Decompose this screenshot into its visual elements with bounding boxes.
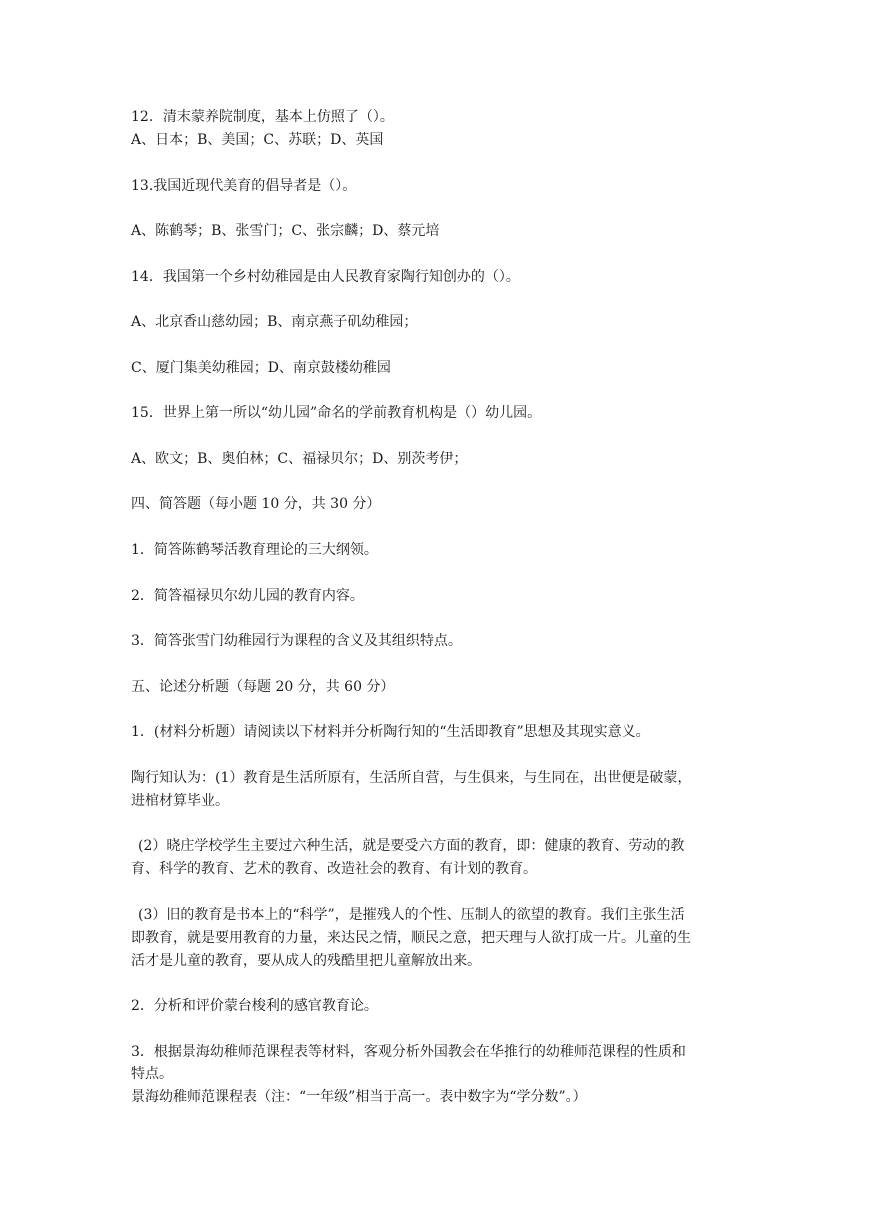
question-15: 15．世界上第一所以“幼儿园”命名的学前教育机构是（）幼儿园。 [131,405,542,421]
question-14-options-c-d: C、厦门集美幼稚园；D、南京鼓楼幼稚园 [131,360,391,376]
material-paragraph-3-line-2: 即教育，就是要用教育的力量，来达民之情，顺民之意，把天理与人欲打成一片。儿童的生 [131,930,691,946]
material-paragraph-2-line-1: (2）晓庄学校学生主要过六种生活，就是要受六方面的教育，即：健康的教育、劳动的教 [138,838,685,854]
essay-3-line-1: 3．根据景海幼稚师范课程表等材料，客观分析外国教会在华推行的幼稚师范课程的性质和 [131,1044,686,1060]
material-paragraph-2-line-2: 育、科学的教育、艺术的教育、改造社会的教育、有计划的教育。 [131,861,537,877]
short-answer-2: 2．简答福禄贝尔幼儿园的教育内容。 [131,588,364,604]
question-14: 14．我国第一个乡村幼稚园是由人民教育家陶行知创办的（）。 [131,269,520,285]
material-paragraph-3-line-1: (3）旧的教育是书本上的“科学”，是摧残人的个性、压制人的欲望的教育。我们主张生活 [138,907,685,923]
short-answer-3: 3．简答张雪门幼稚园行为课程的含义及其组织特点。 [131,633,462,649]
section-4-heading: 四、简答题（每小题 10 分，共 30 分） [131,496,381,512]
question-13: 13.我国近现代美育的倡导者是（）。 [131,178,357,194]
essay-2: 2．分析和评价蒙台梭利的感官教育论。 [131,998,378,1014]
material-paragraph-1-line-2: 进棺材算毕业。 [131,793,229,809]
short-answer-1: 1．简答陈鹤琴活教育理论的三大纲领。 [131,542,378,558]
material-paragraph-1-line-1: 陶行知认为：(1）教育是生活所原有，生活所自营，与生俱来，与生同在，出世便是破蒙， [131,770,692,786]
essay-3-line-2: 特点。 [131,1066,173,1082]
question-15-options: A、欧文；B、奥伯林；C、福禄贝尔；D、别茨考伊； [131,451,468,467]
course-table-caption: 景海幼稚师范课程表（注：“一年级”相当于高一。表中数字为“学分数”。） [131,1089,587,1105]
question-12-options: A、日本；B、美国；C、苏联；D、英国 [131,132,384,148]
essay-1: 1．(材料分析题）请阅读以下材料并分析陶行知的“生活即教育”思想及其现实意义。 [131,724,650,740]
question-13-options: A、陈鹤琴；B、张雪门；C、张宗麟；D、蔡元培 [131,223,440,239]
material-paragraph-3-line-3: 活才是儿童的教育，要从成人的残酷里把儿童解放出来。 [131,953,481,969]
question-12: 12．清末蒙养院制度，基本上仿照了（）。 [131,109,394,125]
question-14-options-a-b: A、北京香山慈幼园；B、南京燕子矶幼稚园； [131,314,418,330]
section-5-heading: 五、论述分析题（每题 20 分，共 60 分） [131,679,395,695]
